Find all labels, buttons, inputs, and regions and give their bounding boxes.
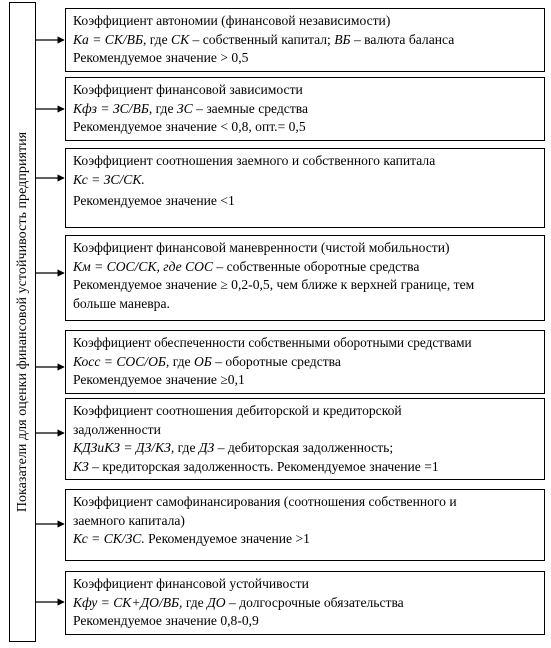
box-title: Коэффициент самофинансирования (соотношения собственного и <box>73 494 457 509</box>
box-recommended: Рекомендуемое значение < 0,8, опт.= 0,5 <box>73 119 306 134</box>
box-title: Коэффициент финансовой зависимости <box>73 82 303 97</box>
side-label-box <box>9 2 36 642</box>
box-formula: Косс = СОС/ОБ, где ОБ – оборотные средства <box>73 353 341 369</box>
box-title: Коэффициент финансовой устойчивости <box>73 576 309 591</box>
coefficient-box-autonomy <box>65 8 545 72</box>
coefficient-box-debt-equity <box>65 148 545 228</box>
coefficient-box-self-financing <box>65 489 545 561</box>
box-title: Коэффициент соотношения заемного и собственного капитала <box>73 153 436 168</box>
box-title-cont: задолженности <box>73 421 161 437</box>
coefficient-box-maneuverability <box>65 235 545 321</box>
box-recommended: Рекомендуемое значение <1 <box>73 193 235 208</box>
box-recommended: Рекомендуемое значение 0,8-0,9 <box>73 613 259 628</box>
box-title: Коэффициент финансовой маневренности (чистой мобильности) <box>73 240 450 255</box>
box-formula: КДЗиКЗ = ДЗ/КЗ, где ДЗ – дебиторская задолженность; <box>73 440 394 455</box>
box-title: Коэффициент обеспеченности собственными оборотными средствами <box>73 335 472 350</box>
box-recommended: Рекомендуемое значение ≥0,1 <box>73 372 245 387</box>
box-title: Коэффициент автономии (финансовой независимости) <box>73 13 391 28</box>
box-formula: Кс = ЗС/СК. <box>73 171 145 187</box>
box-formula: Ка = СК/ВБ, где СК – собственный капитал; ВБ – валюта баланса <box>73 31 455 47</box>
box-title: Коэффициент соотношения дебиторской и кредиторской <box>73 403 402 418</box>
box-formula: Кфз = ЗС/ВБ, где ЗС – заемные средства <box>73 100 309 116</box>
side-label: Показатели для оценки финансовой устойчивость предприятия <box>14 131 30 513</box>
coefficient-box-stability <box>65 571 545 635</box>
box-formula: Км = СОС/СК, где СОС – собственные оборотные средства <box>73 258 420 274</box>
coefficient-box-dependence <box>65 77 545 141</box>
coefficient-box-working-capital <box>65 330 545 394</box>
box-recommended-cont: больше маневра. <box>73 295 170 311</box>
box-formula: Кфу = СК+ДО/ВБ, где ДО – долгосрочные обязательства <box>73 594 404 610</box>
coefficient-box-receivables-payables <box>65 398 545 480</box>
box-recommended: Рекомендуемое значение > 0,5 <box>73 50 249 65</box>
box-formula-cont: КЗ – кредиторская задолженность. Рекомендуемое значение =1 <box>73 458 439 474</box>
box-recommended: Рекомендуемое значение ≥ 0,2-0,5, чем ближе к верхней границе, тем <box>73 277 475 292</box>
box-title-cont: заемного капитала) <box>73 512 185 528</box>
box-formula: Кс = СК/ЗС. Рекомендуемое значение >1 <box>73 531 310 546</box>
